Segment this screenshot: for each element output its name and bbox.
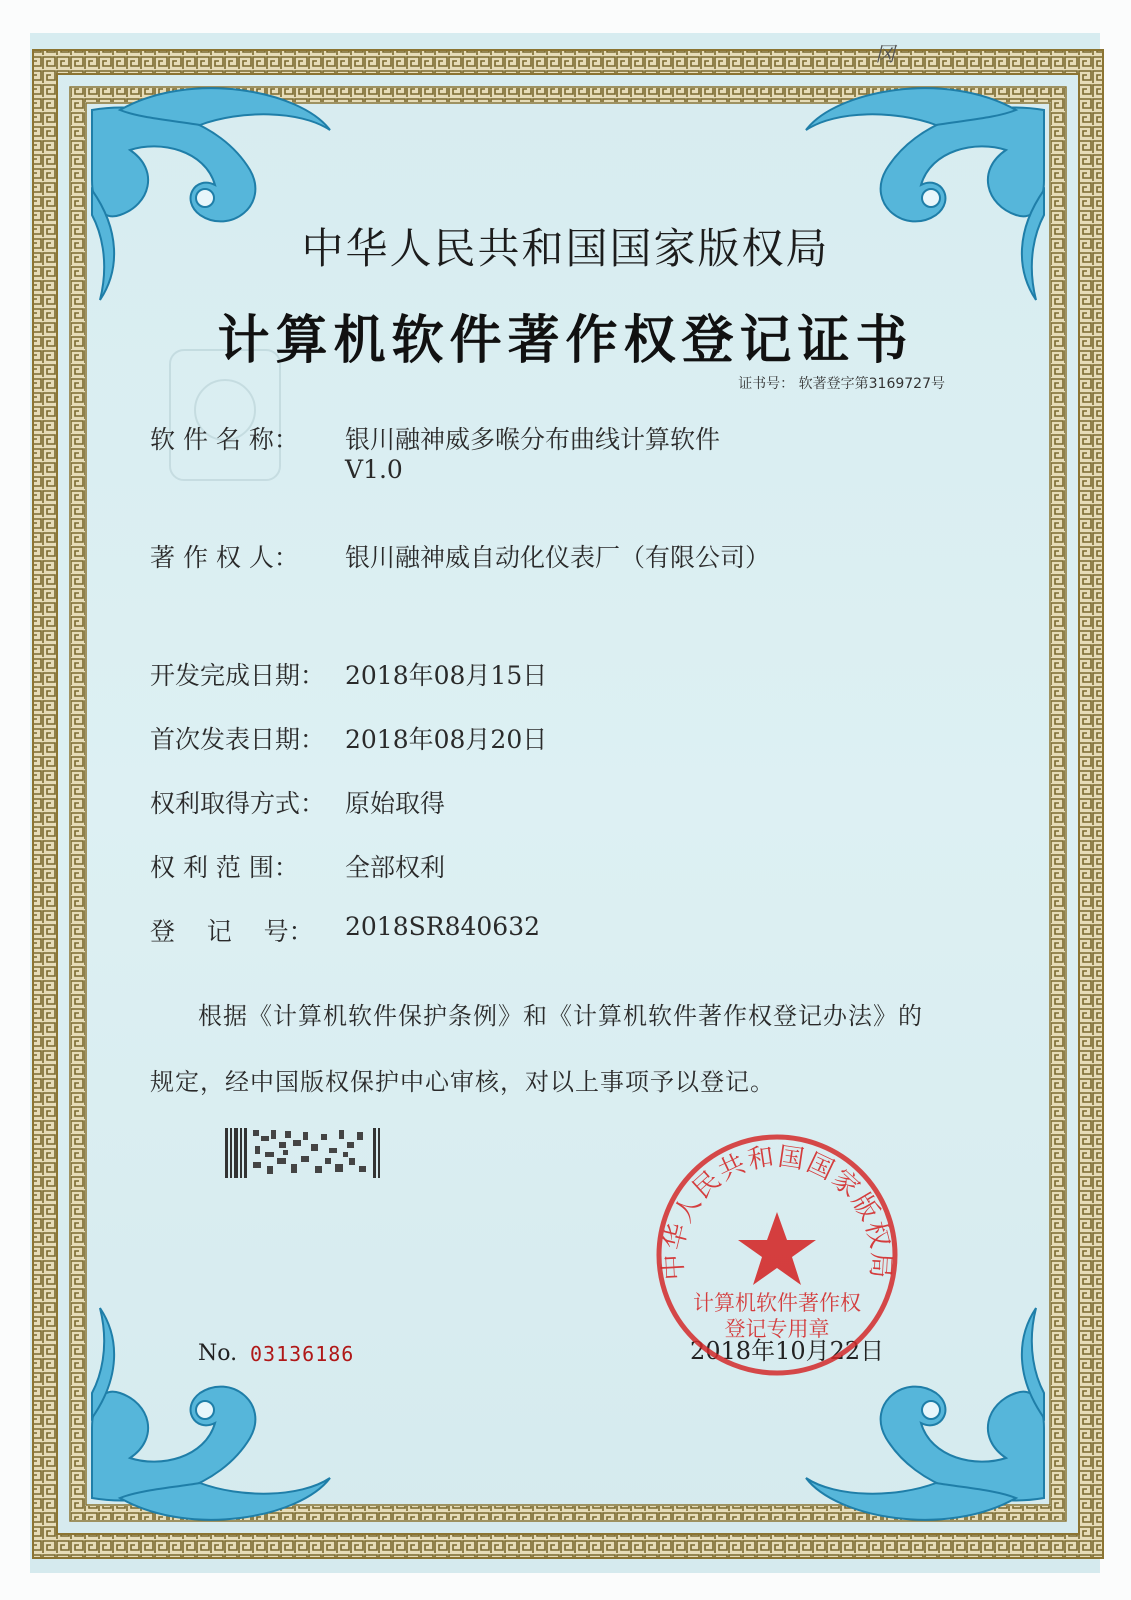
certificate-number: 证书号： 软著登字第3169727号 (738, 376, 945, 392)
field-label-dev-date: 开发完成日期： (150, 661, 326, 690)
star-icon (738, 1212, 816, 1285)
barcode (225, 1128, 381, 1178)
field-value-software-name: 银川融神威多喉分布曲线计算软件 (345, 425, 721, 454)
serial-label: No. (198, 1341, 238, 1366)
field-value-dev-date: 2018年08月15日 (345, 661, 548, 690)
corner-ornament-bottom-left (92, 1308, 330, 1520)
certificate-title: 计算机软件著作权登记证书 (217, 310, 914, 371)
field-label-copyright-owner: 著 作 权 人： (150, 543, 299, 572)
field-value-software-version: V1.0 (345, 455, 403, 484)
handwritten-mark: 冈 (875, 42, 895, 66)
field-value-publish-date: 2018年08月20日 (345, 725, 548, 754)
field-label-publish-date: 首次发表日期： (150, 725, 326, 754)
field-label-acquisition: 权利取得方式： (150, 789, 326, 818)
field-value-scope: 全部权利 (345, 853, 446, 882)
field-label-scope: 权 利 范 围： (150, 853, 299, 882)
legal-text-line-1: 根据《计算机软件保护条例》和《计算机软件著作权登记办法》的 (198, 1002, 923, 1030)
field-value-copyright-owner: 银川融神威自动化仪表厂（有限公司） (345, 543, 771, 572)
issue-date: 2018年10月22日 (690, 1337, 885, 1365)
seal-inner-line-1: 计算机软件著作权 (693, 1291, 861, 1315)
field-label-software-name: 软 件 名 称： (150, 425, 299, 454)
serial-number: 03136186 (250, 1342, 355, 1366)
seal-outer-text: 中华人民共和国国家版权局 (658, 1141, 896, 1281)
legal-text-line-2: 规定，经中国版权保护中心审核，对以上事项予以登记。 (150, 1068, 775, 1096)
field-value-registration-no: 2018SR840632 (345, 912, 541, 941)
field-value-acquisition: 原始取得 (345, 789, 446, 818)
official-seal (652, 1130, 902, 1380)
field-label-registration-no: 登 记 号： (150, 917, 314, 946)
seal-inner-line-2: 登记专用章 (724, 1317, 830, 1341)
issuer-title: 中华人民共和国国家版权局 (301, 224, 830, 273)
